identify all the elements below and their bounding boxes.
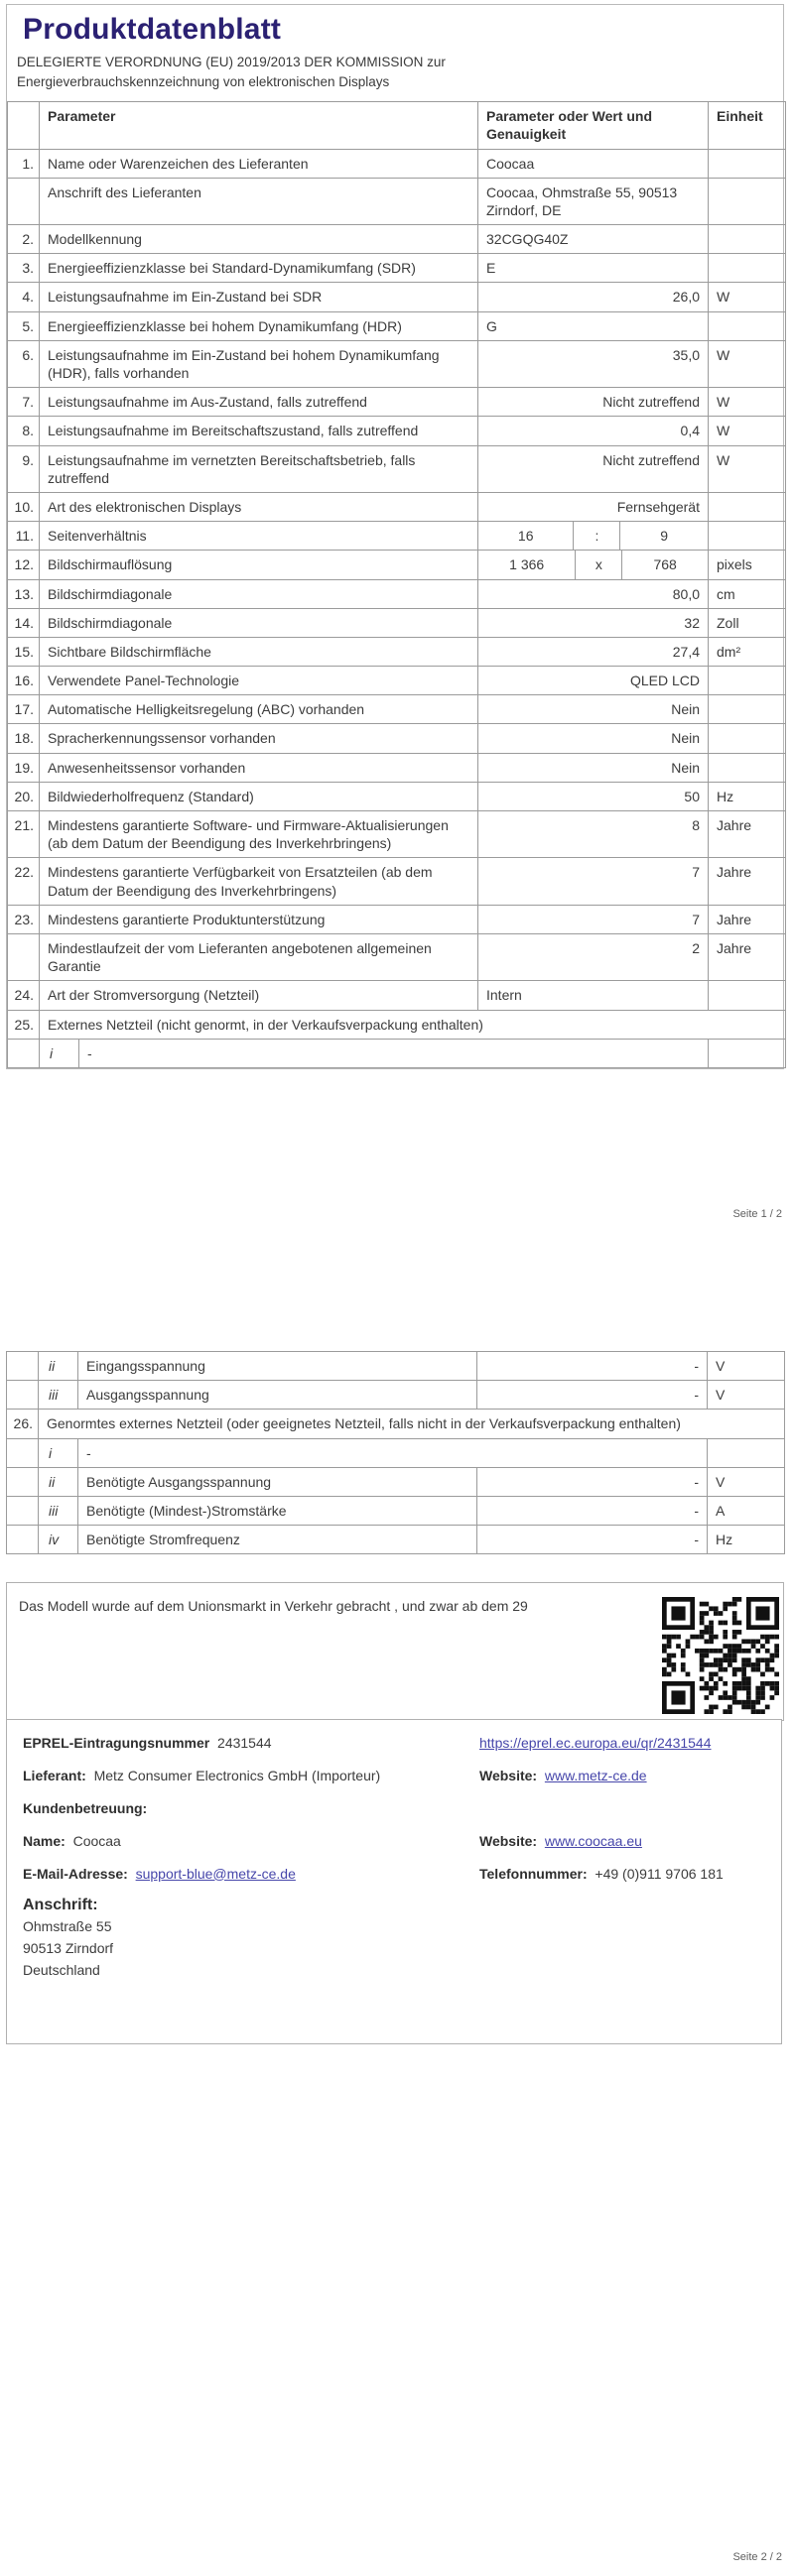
row-number-cell: 18. (8, 724, 40, 753)
table-row (7, 1381, 785, 1410)
unit-cell: Jahre (709, 933, 786, 980)
contact-section (6, 1719, 782, 2044)
unit-cell (709, 1039, 786, 1067)
value-cell: Coocaa, Ohmstraße 55, 90513 Zirndorf, DE (478, 178, 709, 224)
value-cell: E (478, 254, 709, 283)
row-number-cell: 11. (8, 522, 40, 551)
parameter-cell: Leistungsaufnahme im Ein-Zustand bei SDR (40, 283, 478, 311)
table-row (8, 905, 786, 933)
parameter-cell: Leistungsaufnahme im vernetzten Bereitschaftsbetrieb, falls zutreffend (40, 445, 478, 492)
phone (479, 1865, 729, 1884)
parameter-span-cell: Externes Netzteil (nicht genormt, in der Verkaufsverpackung enthalten) (40, 1010, 786, 1039)
table-row (8, 782, 786, 810)
parameter-cell: Bildschirmdiagonale (40, 608, 478, 637)
eprel-number (23, 1734, 479, 1753)
row-number-cell: 7. (8, 388, 40, 417)
row-number-cell: 25. (8, 1010, 40, 1039)
table-row (8, 637, 786, 666)
row-number-cell: 21. (8, 811, 40, 858)
row-number-cell (7, 1467, 39, 1496)
table-row (7, 1496, 785, 1525)
parameter-cell: Bildschirmauflösung (40, 551, 478, 579)
header-parameter-cell: Parameter (40, 102, 478, 149)
page2-number: Seite 2 / 2 (732, 2551, 782, 2563)
eprel-row (23, 1734, 767, 1753)
unit-cell: Hz (708, 1526, 785, 1554)
table-row (8, 311, 786, 340)
unit-cell: W (709, 388, 786, 417)
value-cell: 50 (478, 782, 709, 810)
page1-section (6, 4, 784, 1069)
table-row (8, 667, 786, 695)
split-value-parts (478, 522, 708, 550)
value-cell: Nicht zutreffend (478, 388, 709, 417)
split-value-part: 9 (660, 528, 669, 545)
phone-value: +49 (0)911 9706 181 (595, 1865, 724, 1882)
roman-numeral-cell: ii (39, 1467, 78, 1496)
address-line3: Deutschland (23, 1961, 100, 1978)
value-cell: 8 (478, 811, 709, 858)
parameter-cell: Energieeffizienzklasse bei Standard-Dynamikumfang (SDR) (40, 254, 478, 283)
unit-cell (709, 311, 786, 340)
unit-cell (709, 149, 786, 178)
unit-cell: W (709, 283, 786, 311)
address-block (23, 1897, 767, 1981)
email-link[interactable]: support-blue@metz-ce.de (135, 1865, 296, 1882)
table-row (8, 492, 786, 521)
row-number-cell (8, 178, 40, 224)
row-number-cell: 14. (8, 608, 40, 637)
table-row (7, 1438, 785, 1467)
unit-cell (709, 695, 786, 724)
table-row (7, 1526, 785, 1554)
parameter-cell: Automatische Helligkeitsregelung (ABC) vorhanden (40, 695, 478, 724)
table-row (8, 388, 786, 417)
table-row (8, 283, 786, 311)
row-number-cell: 19. (8, 753, 40, 782)
parameter-table-page2 (6, 1351, 785, 1554)
value-cell (478, 522, 709, 551)
supplier-website-link[interactable]: www.metz-ce.de (544, 1767, 647, 1783)
parameter-cell: Mindestens garantierte Verfügbarkeit von Ersatzteilen (ab dem Datum der Beendigung des Inverkehrbringens) (40, 858, 478, 905)
table-row (7, 1467, 785, 1496)
subtitle-line1: DELEGIERTE VERORDNUNG (EU) 2019/2013 DER KOMMISSION zur (17, 55, 446, 69)
parameter-cell: Benötigte (Mindest-)Stromstärke (78, 1496, 477, 1525)
value-cell: Nein (478, 695, 709, 724)
parameter-cell: Ausgangsspannung (78, 1381, 477, 1410)
value-cell: - (477, 1381, 708, 1410)
table-row (8, 254, 786, 283)
table-row (8, 695, 786, 724)
table-header-row (8, 102, 786, 149)
value-cell: 80,0 (478, 579, 709, 608)
table-row (8, 608, 786, 637)
table-row (8, 522, 786, 551)
unit-cell: W (709, 417, 786, 445)
row-number-cell: 16. (8, 667, 40, 695)
unit-cell (709, 225, 786, 254)
unit-cell (709, 178, 786, 224)
unit-cell: Hz (709, 782, 786, 810)
roman-numeral-cell: iv (39, 1526, 78, 1554)
address-line1: Ohmstraße 55 (23, 1918, 112, 1935)
address-lines (23, 1916, 767, 1981)
parameter-cell: Leistungsaufnahme im Aus-Zustand, falls zutreffend (40, 388, 478, 417)
parameter-cell: Leistungsaufnahme im Bereitschaftszustand, falls zutreffend (40, 417, 478, 445)
parameter-cell: Bildwiederholfrequenz (Standard) (40, 782, 478, 810)
value-cell (478, 551, 709, 579)
row-number-cell: 5. (8, 311, 40, 340)
row-number-cell: 9. (8, 445, 40, 492)
supplier-row (23, 1767, 767, 1785)
brand-website-link[interactable]: www.coocaa.eu (544, 1832, 642, 1849)
split-value-parts (478, 551, 708, 578)
row-number-cell: 1. (8, 149, 40, 178)
unit-cell: cm (709, 579, 786, 608)
row-number-cell (7, 1526, 39, 1554)
header-number-cell (8, 102, 40, 149)
eprel-link[interactable]: https://eprel.ec.europa.eu/qr/2431544 (479, 1735, 712, 1751)
split-value-part: 768 (653, 556, 677, 573)
table-row (8, 178, 786, 224)
email-phone-row (23, 1865, 767, 1884)
unit-cell: V (708, 1352, 785, 1381)
phone-label: Telefonnummer: (479, 1865, 588, 1882)
value-cell: 32CGQG40Z (478, 225, 709, 254)
value-cell: - (477, 1496, 708, 1525)
row-number-cell: 10. (8, 492, 40, 521)
row-number-cell: 20. (8, 782, 40, 810)
roman-numeral-cell: i (40, 1039, 79, 1067)
value-cell: 35,0 (478, 340, 709, 387)
address-label: Anschrift: (23, 1897, 98, 1914)
table-row (8, 981, 786, 1010)
header-unit-cell: Einheit (709, 102, 786, 149)
market-placement-text: Das Modell wurde auf dem Unionsmarkt in Verkehr gebracht , und zwar ab dem 29 (19, 1598, 528, 1614)
table-row (8, 340, 786, 387)
value-cell: Nein (478, 724, 709, 753)
roman-numeral-cell: iii (39, 1496, 78, 1525)
qr-code-icon (662, 1597, 779, 1714)
unit-cell: A (708, 1496, 785, 1525)
unit-cell (709, 522, 786, 551)
brand-name (23, 1832, 479, 1851)
value-cell: 27,4 (478, 637, 709, 666)
value-cell: 32 (478, 608, 709, 637)
roman-numeral-cell: i (39, 1438, 78, 1467)
website2-label: Website: (479, 1832, 538, 1849)
row-number-cell: 23. (8, 905, 40, 933)
row-number-cell: 13. (8, 579, 40, 608)
parameter-cell: Leistungsaufnahme im Ein-Zustand bei hohem Dynamikumfang (HDR), falls vorhanden (40, 340, 478, 387)
value-cell: Intern (478, 981, 709, 1010)
table-row (8, 1010, 786, 1039)
roman-numeral-cell: ii (39, 1352, 78, 1381)
value-cell: 7 (478, 905, 709, 933)
parameter-cell: Seitenverhältnis (40, 522, 478, 551)
supplier-website (479, 1767, 767, 1785)
unit-cell (709, 753, 786, 782)
row-number-cell: 22. (8, 858, 40, 905)
split-value-part: 16 (517, 528, 534, 545)
unit-cell: pixels (709, 551, 786, 579)
table-row (8, 445, 786, 492)
row-number-cell (7, 1438, 39, 1467)
table-row (7, 1410, 785, 1438)
header-value-cell: Parameter oder Wert und Genauigkeit (478, 102, 709, 149)
row-number-cell: 26. (7, 1410, 39, 1438)
unit-cell (708, 1438, 785, 1467)
page-subtitle (17, 53, 783, 91)
row-number-cell (7, 1381, 39, 1410)
row-number-cell: 15. (8, 637, 40, 666)
unit-cell (709, 724, 786, 753)
parameter-cell: Benötigte Stromfrequenz (78, 1526, 477, 1554)
unit-cell: V (708, 1381, 785, 1410)
table-row (8, 1039, 786, 1067)
unit-cell: Jahre (709, 905, 786, 933)
parameter-cell: Benötigte Ausgangsspannung (78, 1467, 477, 1496)
parameter-cell: Art des elektronischen Displays (40, 492, 478, 521)
row-number-cell: 3. (8, 254, 40, 283)
table-row (8, 858, 786, 905)
parameter-cell: Modellkennung (40, 225, 478, 254)
unit-cell (709, 981, 786, 1010)
unit-cell: Jahre (709, 811, 786, 858)
parameter-cell: Mindestlaufzeit der vom Lieferanten angebotenen allgemeinen Garantie (40, 933, 478, 980)
table-row (8, 149, 786, 178)
value-cell: - (477, 1352, 708, 1381)
unit-cell (709, 492, 786, 521)
unit-cell: dm² (709, 637, 786, 666)
value-cell: 7 (478, 858, 709, 905)
row-number-cell (7, 1496, 39, 1525)
value-cell: 26,0 (478, 283, 709, 311)
value-cell: 0,4 (478, 417, 709, 445)
value-cell: QLED LCD (478, 667, 709, 695)
eprel-label: EPREL-Eintragungsnummer (23, 1735, 210, 1751)
unit-cell: Zoll (709, 608, 786, 637)
email (23, 1865, 479, 1884)
unit-cell (709, 667, 786, 695)
table-row (8, 724, 786, 753)
parameter-cell: Mindestens garantierte Produktunterstützung (40, 905, 478, 933)
page-title: Produktdatenblatt (23, 13, 282, 46)
table-row (8, 551, 786, 579)
row-number-cell: 2. (8, 225, 40, 254)
table-row (8, 579, 786, 608)
unit-cell: W (709, 340, 786, 387)
table-row (8, 225, 786, 254)
value-cell: - (477, 1467, 708, 1496)
eprel-value: 2431544 (217, 1735, 272, 1751)
row-number-cell (8, 933, 40, 980)
unit-cell (709, 254, 786, 283)
parameter-cell: Spracherkennungssensor vorhanden (40, 724, 478, 753)
email-label: E-Mail-Adresse: (23, 1865, 128, 1882)
parameter-cell: Verwendete Panel-Technologie (40, 667, 478, 695)
address-line2: 90513 Zirndorf (23, 1940, 114, 1957)
value-cell: Nein (478, 753, 709, 782)
row-number-cell (7, 1352, 39, 1381)
value-cell: 2 (478, 933, 709, 980)
table-row (8, 811, 786, 858)
page1-number: Seite 1 / 2 (732, 1208, 782, 1220)
parameter-cell: Bildschirmdiagonale (40, 579, 478, 608)
unit-cell: V (708, 1467, 785, 1496)
parameter-cell: Name oder Warenzeichen des Lieferanten (40, 149, 478, 178)
website1-label: Website: (479, 1767, 538, 1783)
row-number-cell: 4. (8, 283, 40, 311)
name-label: Name: (23, 1832, 66, 1849)
roman-numeral-cell: iii (39, 1381, 78, 1410)
row-number-cell: 12. (8, 551, 40, 579)
parameter-cell: Sichtbare Bildschirmfläche (40, 637, 478, 666)
parameter-cell: - (78, 1438, 708, 1467)
row-number-cell: 8. (8, 417, 40, 445)
parameter-cell: Mindestens garantierte Software- und Firmware-Aktualisierungen (ab dem Datum der Beendigung des Inverkehrbringens) (40, 811, 478, 858)
parameter-table-page1 (7, 101, 786, 1068)
row-number-cell: 17. (8, 695, 40, 724)
subtitle-line2: Energieverbrauchskennzeichnung von elektronischen Displays (17, 73, 390, 89)
row-number-cell: 24. (8, 981, 40, 1010)
supplier-value: Metz Consumer Electronics GmbH (Importeur) (93, 1767, 381, 1783)
split-value-part: 1 366 (509, 556, 545, 573)
parameter-cell: Eingangsspannung (78, 1352, 477, 1381)
parameter-cell: - (79, 1039, 709, 1067)
unit-cell: W (709, 445, 786, 492)
supplier-label: Lieferant: (23, 1767, 86, 1783)
value-cell: - (477, 1526, 708, 1554)
name-value: Coocaa (72, 1832, 121, 1849)
value-cell: Fernsehgerät (478, 492, 709, 521)
parameter-cell: Energieeffizienzklasse bei hohem Dynamikumfang (HDR) (40, 311, 478, 340)
parameter-span-cell: Genormtes externes Netzteil (oder geeignetes Netzteil, falls nicht in der Verkaufsverpackung enthalten) (39, 1410, 785, 1438)
row-number-cell: 6. (8, 340, 40, 387)
supplier (23, 1767, 479, 1785)
parameter-cell: Anschrift des Lieferanten (40, 178, 478, 224)
parameter-cell: Art der Stromversorgung (Netzteil) (40, 981, 478, 1010)
table-row (8, 933, 786, 980)
customer-service-label: Kundenbetreuung: (23, 1799, 148, 1816)
table-row (7, 1352, 785, 1381)
brand-website (479, 1832, 767, 1851)
value-cell: G (478, 311, 709, 340)
value-cell: Coocaa (478, 149, 709, 178)
page2-table-section (6, 1351, 784, 1554)
table-row (8, 753, 786, 782)
split-value-part: : (573, 522, 620, 550)
market-placement-box (6, 1582, 784, 1721)
unit-cell: Jahre (709, 858, 786, 905)
parameter-cell: Anwesenheitssensor vorhanden (40, 753, 478, 782)
row-number-cell (8, 1039, 40, 1067)
value-cell: Nicht zutreffend (478, 445, 709, 492)
table-row (8, 417, 786, 445)
split-value-part: x (575, 551, 622, 578)
brand-row (23, 1832, 767, 1851)
customer-service-row (23, 1799, 767, 1818)
